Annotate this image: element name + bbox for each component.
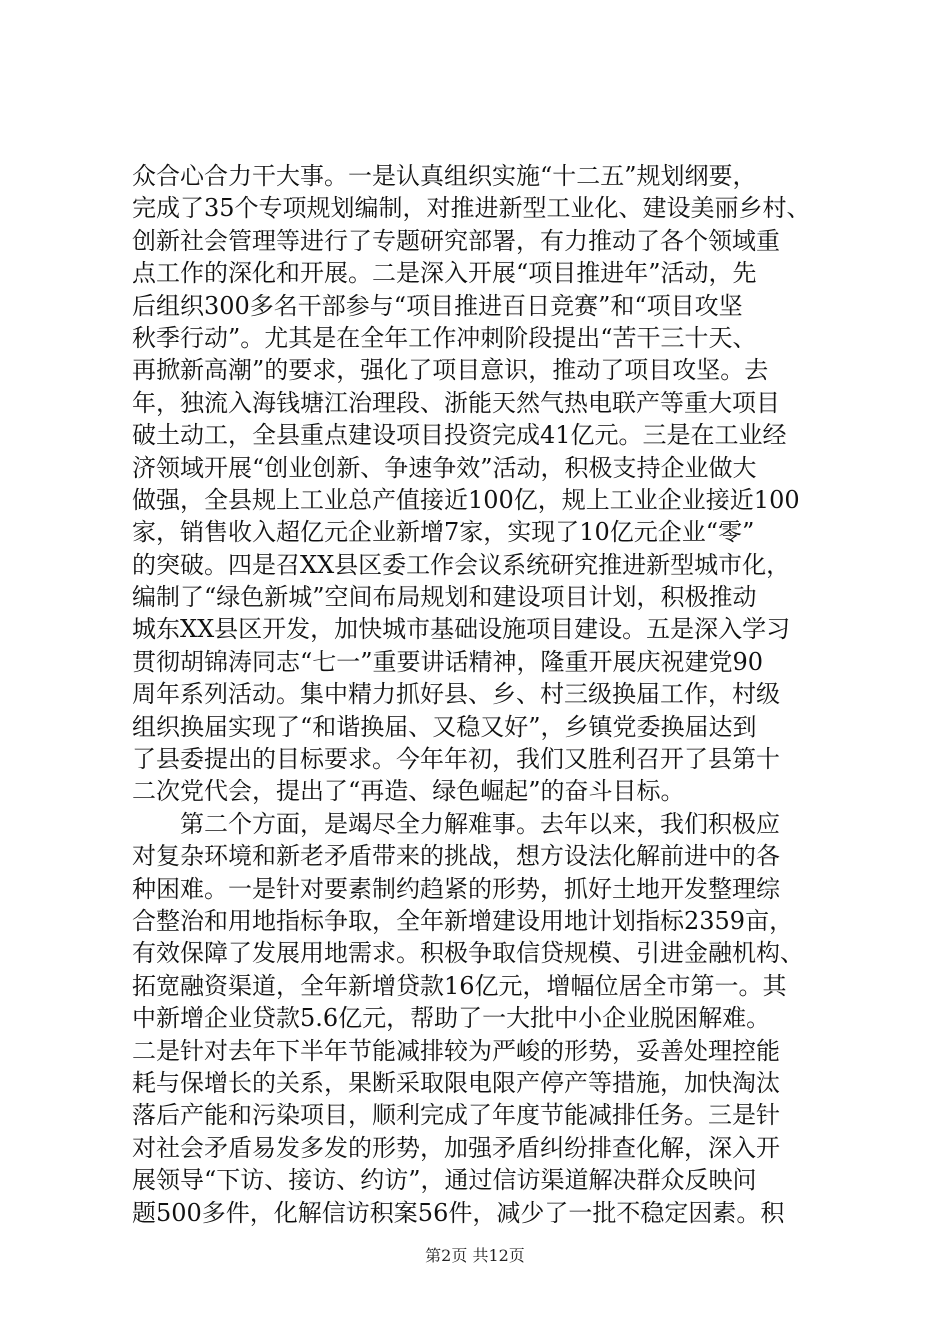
text-line: 二次党代会，提出了“再造、绿色崛起”的奋斗目标。	[132, 777, 685, 806]
text-line: 家，销售收入超亿元企业新增7家，实现了10亿元企业“零”	[132, 518, 755, 547]
text-line: 对复杂环境和新老矛盾带来的挑战，想方设法化解前进中的各	[132, 842, 780, 871]
page-footer	[0, 1246, 950, 1266]
text-line: 点工作的深化和开展。二是深入开展“项目推进年”活动，先	[132, 259, 757, 288]
text-line: 有效保障了发展用地需求。积极争取信贷规模、引进金融机构、	[132, 939, 804, 968]
document-body	[132, 160, 832, 1229]
text-line: 的突破。四是召XX县区委工作会议系统研究推进新型城市化，	[132, 550, 791, 579]
text-line: 展领导“下访、接访、约访”，通过信访渠道解决群众反映问	[132, 1166, 757, 1195]
text-line: 耗与保增长的关系，果断采取限电限产停产等措施，加快淘汰	[132, 1068, 780, 1097]
page-number-label: 第2页 共12页	[425, 1246, 525, 1265]
text-line: 第二个方面，是竭尽全力解难事。去年以来，我们积极应	[180, 809, 780, 838]
text-line: 拓宽融资渠道，全年新增贷款16亿元，增幅位居全市第一。其	[132, 971, 787, 1000]
text-line: 周年系列活动。集中精力抓好县、乡、村三级换届工作，村级	[132, 680, 780, 709]
text-line: 合整治和用地指标争取，全年新增建设用地计划指标2359亩，	[132, 906, 794, 935]
text-line: 对社会矛盾易发多发的形势，加强矛盾纠纷排查化解，深入开	[132, 1133, 780, 1162]
text-line: 秋季行动”。尤其是在全年工作冲刺阶段提出“苦干三十天、	[132, 323, 757, 352]
text-line: 题500多件，化解信访积案56件，减少了一批不稳定因素。积	[132, 1198, 785, 1227]
text-line: 完成了35个专项规划编制，对推进新型工业化、建设美丽乡村、	[132, 194, 811, 223]
text-line: 贯彻胡锦涛同志“七一”重要讲话精神，隆重开展庆祝建党90	[132, 647, 764, 676]
text-line: 了县委提出的目标要求。今年年初，我们又胜利召开了县第十	[132, 745, 780, 774]
text-line: 种困难。一是针对要素制约趋紧的形势，抓好土地开发整理综	[132, 874, 780, 903]
text-line: 破土动工，全县重点建设项目投资完成41亿元。三是在工业经	[132, 421, 787, 450]
text-line: 城东XX县区开发，加快城市基础设施项目建设。五是深入学习	[132, 615, 791, 644]
text-line: 后组织300多名干部参与“项目推进百日竞赛”和“项目攻坚	[132, 291, 743, 320]
text-line: 中新增企业贷款5.6亿元，帮助了一大批中小企业脱困解难。	[132, 1004, 771, 1033]
text-line: 编制了“绿色新城”空间布局规划和建设项目计划，积极推动	[132, 583, 757, 612]
text-line: 组织换届实现了“和谐换届、又稳又好”，乡镇党委换届达到	[132, 712, 757, 741]
text-line: 再掀新高潮”的要求，强化了项目意识，推动了项目攻坚。去	[132, 356, 769, 385]
text-line: 年，独流入海钱塘江治理段、浙能天然气热电联产等重大项目	[132, 388, 780, 417]
text-line: 创新社会管理等进行了专题研究部署，有力推动了各个领域重	[132, 226, 780, 255]
text-line: 济领域开展“创业创新、争速争效”活动，积极支持企业做大	[132, 453, 757, 482]
text-line: 做强，全县规上工业总产值接近100亿，规上工业企业接近100	[132, 485, 800, 514]
text-line: 落后产能和污染项目，顺利完成了年度节能减排任务。三是针	[132, 1101, 780, 1130]
text-line: 众合心合力干大事。一是认真组织实施“十二五”规划纲要，	[132, 162, 757, 190]
text-line: 二是针对去年下半年节能减排较为严峻的形势，妥善处理控能	[132, 1036, 780, 1065]
